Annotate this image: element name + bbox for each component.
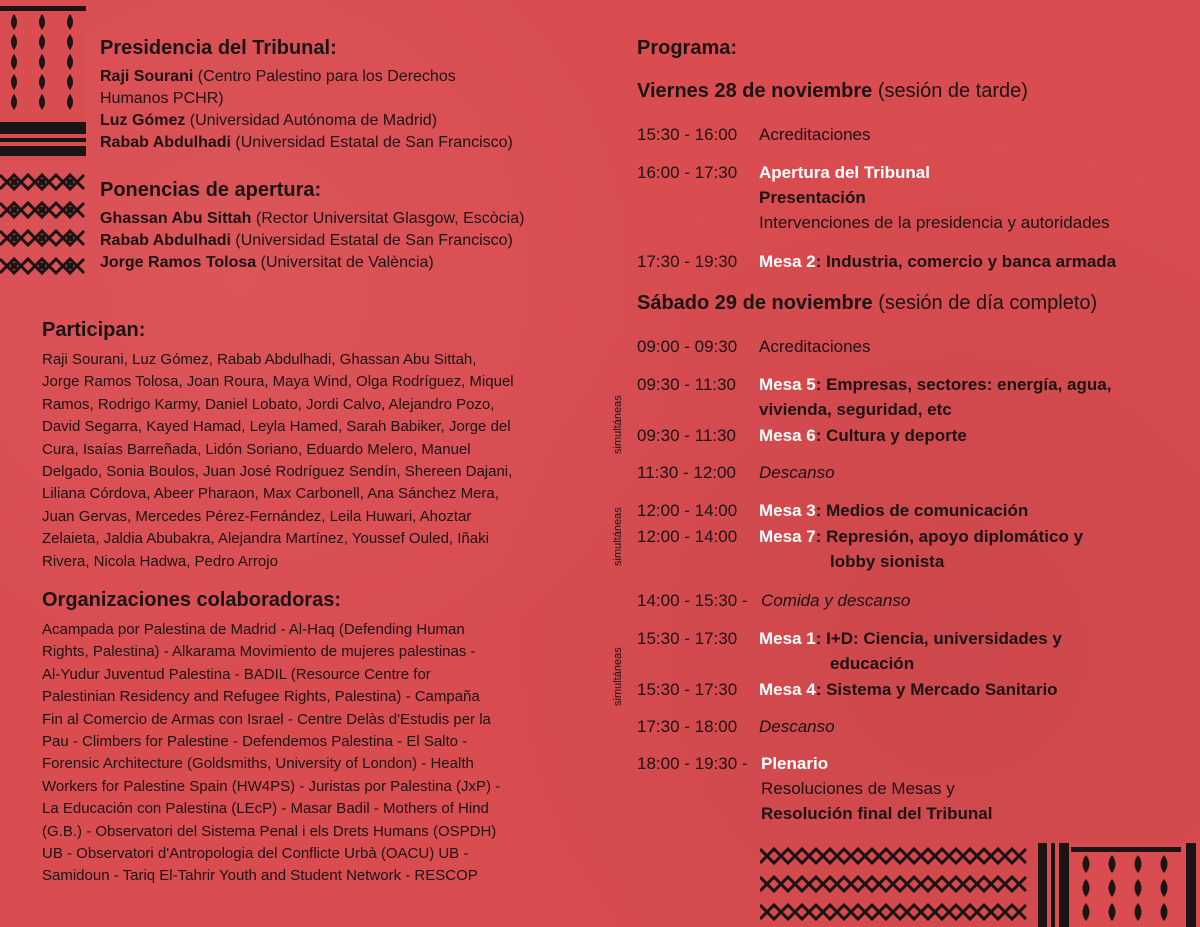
schedule-row: 15:30 - 16:00 Acreditaciones xyxy=(637,125,871,144)
presidencia-member-cont: Humanos PCHR) xyxy=(100,90,224,107)
schedule-row: 12:00 - 14:00 Mesa 7: Represión, apoyo diplomático y lobby sionista xyxy=(637,527,1084,571)
presidencia-member: Raji Sourani (Centro Palestino para los Derechos xyxy=(100,68,456,85)
schedule-row: 18:00 - 19:30 - Plenario Resoluciones de Mesas y Resolución final del Tribunal xyxy=(637,754,993,823)
organizaciones-line: Fin al Comercio de Armas con Israel - Centre Delàs d'Estudis per la xyxy=(42,710,491,728)
participan-line: Rivera, Nicola Hadwa, Pedro Arrojo xyxy=(42,552,278,570)
participan-line: Liliana Córdova, Abeer Pharaon, Max Carbonell, Ana Sánchez Mera, xyxy=(42,485,499,503)
organizaciones-line: (G.B.) - Observatori del Sistema Penal i els Drets Humans (OSPDH) xyxy=(42,822,497,840)
participan-line: Zelaieta, Jaldia Abubakra, Alejandra Martínez, Youssef Ouled, Iñaki xyxy=(42,530,489,548)
simultaneas-label: simultáneas xyxy=(612,507,624,566)
participan-heading: Participan: xyxy=(42,319,146,341)
day1-heading: Viernes 28 de noviembre (sesión de tarde) xyxy=(637,80,1028,102)
participan-line: Raji Sourani, Luz Gómez, Rabab Abdulhadi, Ghassan Abu Sittah, xyxy=(42,351,477,368)
organizaciones-line: Samidoun - Tariq El-Tahrir Youth and Student Network - RESCOP xyxy=(42,867,478,885)
organizaciones-line: Al-Yudur Juventud Palestina - BADIL (Resource Centre for xyxy=(42,665,431,683)
schedule-row: 16:00 - 17:30 Apertura del Tribunal Presentación Intervenciones de la presidencia y autoridades xyxy=(637,163,1110,232)
schedule-row: 17:30 - 18:00 Descanso xyxy=(637,717,835,736)
participan-line: Jorge Ramos Tolosa, Joan Roura, Maya Wind, Olga Rodríguez, Miquel xyxy=(42,373,514,391)
ponencias-member: Ghassan Abu Sittah (Rector Universitat Glasgow, Escòcia) xyxy=(100,210,525,227)
schedule-row: 11:30 - 12:00 Descanso xyxy=(637,463,835,482)
participan-line: Cura, Isaías Barreñada, Lidón Soriano, Eduardo Melero, Manuel xyxy=(42,440,471,458)
presidencia-member: Luz Gómez (Universidad Autónoma de Madrid) xyxy=(100,112,438,129)
ponencias-section xyxy=(100,178,600,274)
keffiyeh-pattern-bottom-right xyxy=(1038,843,1200,927)
schedule-row: 09:00 - 09:30 Acreditaciones xyxy=(637,337,871,356)
organizaciones-line: Rights, Palestina) - Alkarama Movimiento de mujeres palestinas - xyxy=(42,643,476,661)
participan-section xyxy=(42,318,602,573)
participan-line: Ramos, Rodrigo Karmy, Daniel Lobato, Jordi Calvo, Alejandro Pozo, xyxy=(42,395,495,413)
schedule-row: 17:30 - 19:30 Mesa 2: Industria, comercio y banca armada xyxy=(637,252,1117,271)
schedule-row: 14:00 - 15:30 - Comida y descanso xyxy=(637,591,911,610)
keffiyeh-pattern-top-left xyxy=(0,0,86,300)
presidencia-member: Rabab Abdulhadi (Universidad Estatal de San Francisco) xyxy=(100,134,513,151)
presidencia-heading: Presidencia del Tribunal: xyxy=(100,37,337,59)
keffiyeh-pattern-bottom-mesh xyxy=(760,843,1032,927)
schedule-row: 15:30 - 17:30 Mesa 1: I+D: Ciencia, universidades y educación xyxy=(637,629,1062,673)
organizaciones-line: Acampada por Palestina de Madrid - Al-Haq (Defending Human xyxy=(42,621,465,638)
participan-line: Juan Gervas, Mercedes Pérez-Fernández, Leila Huwari, Ahoztar xyxy=(42,507,472,525)
simultaneas-label: simultáneas xyxy=(612,647,624,706)
organizaciones-line: Workers for Palestine Spain (HW4PS) - Juristas por Palestina (JxP) - xyxy=(42,777,501,795)
schedule-row: 09:30 - 11:30 Mesa 6: Cultura y deporte xyxy=(637,426,967,445)
simultaneas-label: simultáneas xyxy=(612,395,624,454)
presidencia-section xyxy=(100,36,600,154)
organizaciones-line: Pau - Climbers for Palestine - Defendemos Palestina - El Salto - xyxy=(42,733,468,751)
ponencias-member: Jorge Ramos Tolosa (Universitat de València) xyxy=(100,254,434,271)
organizaciones-section xyxy=(42,588,602,888)
organizaciones-heading: Organizaciones colaboradoras: xyxy=(42,589,341,611)
schedule-row: 09:30 - 11:30 Mesa 5: Empresas, sectores: energía, agua, vivienda, seguridad, etc xyxy=(637,375,1112,419)
ponencias-heading: Ponencias de apertura: xyxy=(100,179,322,201)
schedule-row: 12:00 - 14:00 Mesa 3: Medios de comunicación xyxy=(637,501,1029,520)
organizaciones-line: La Educación con Palestina (LEcP) - Masar Badil - Mothers of Hind xyxy=(42,800,489,818)
day2-heading: Sábado 29 de noviembre (sesión de día completo) xyxy=(637,292,1098,314)
schedule-row: 15:30 - 17:30 Mesa 4: Sistema y Mercado Sanitario xyxy=(637,680,1058,699)
organizaciones-line: Forensic Architecture (Goldsmiths, University of London) - Health xyxy=(42,755,474,773)
programa-heading: Programa: xyxy=(637,37,738,59)
organizaciones-line: UB - Observatori d'Antropologia del Conflicte Urbà (OACU) UB - xyxy=(42,845,469,863)
participan-line: David Segarra, Kayed Hamad, Leyla Hamed, Sarah Babiker, Jorge del xyxy=(42,418,511,436)
participan-line: Delgado, Sonia Boulos, Juan José Rodríguez Sendín, Shereen Dajani, xyxy=(42,463,513,481)
organizaciones-line: Palestinian Residency and Refugee Rights, Palestina) - Campaña xyxy=(42,688,480,706)
ponencias-member: Rabab Abdulhadi (Universidad Estatal de San Francisco) xyxy=(100,232,513,249)
